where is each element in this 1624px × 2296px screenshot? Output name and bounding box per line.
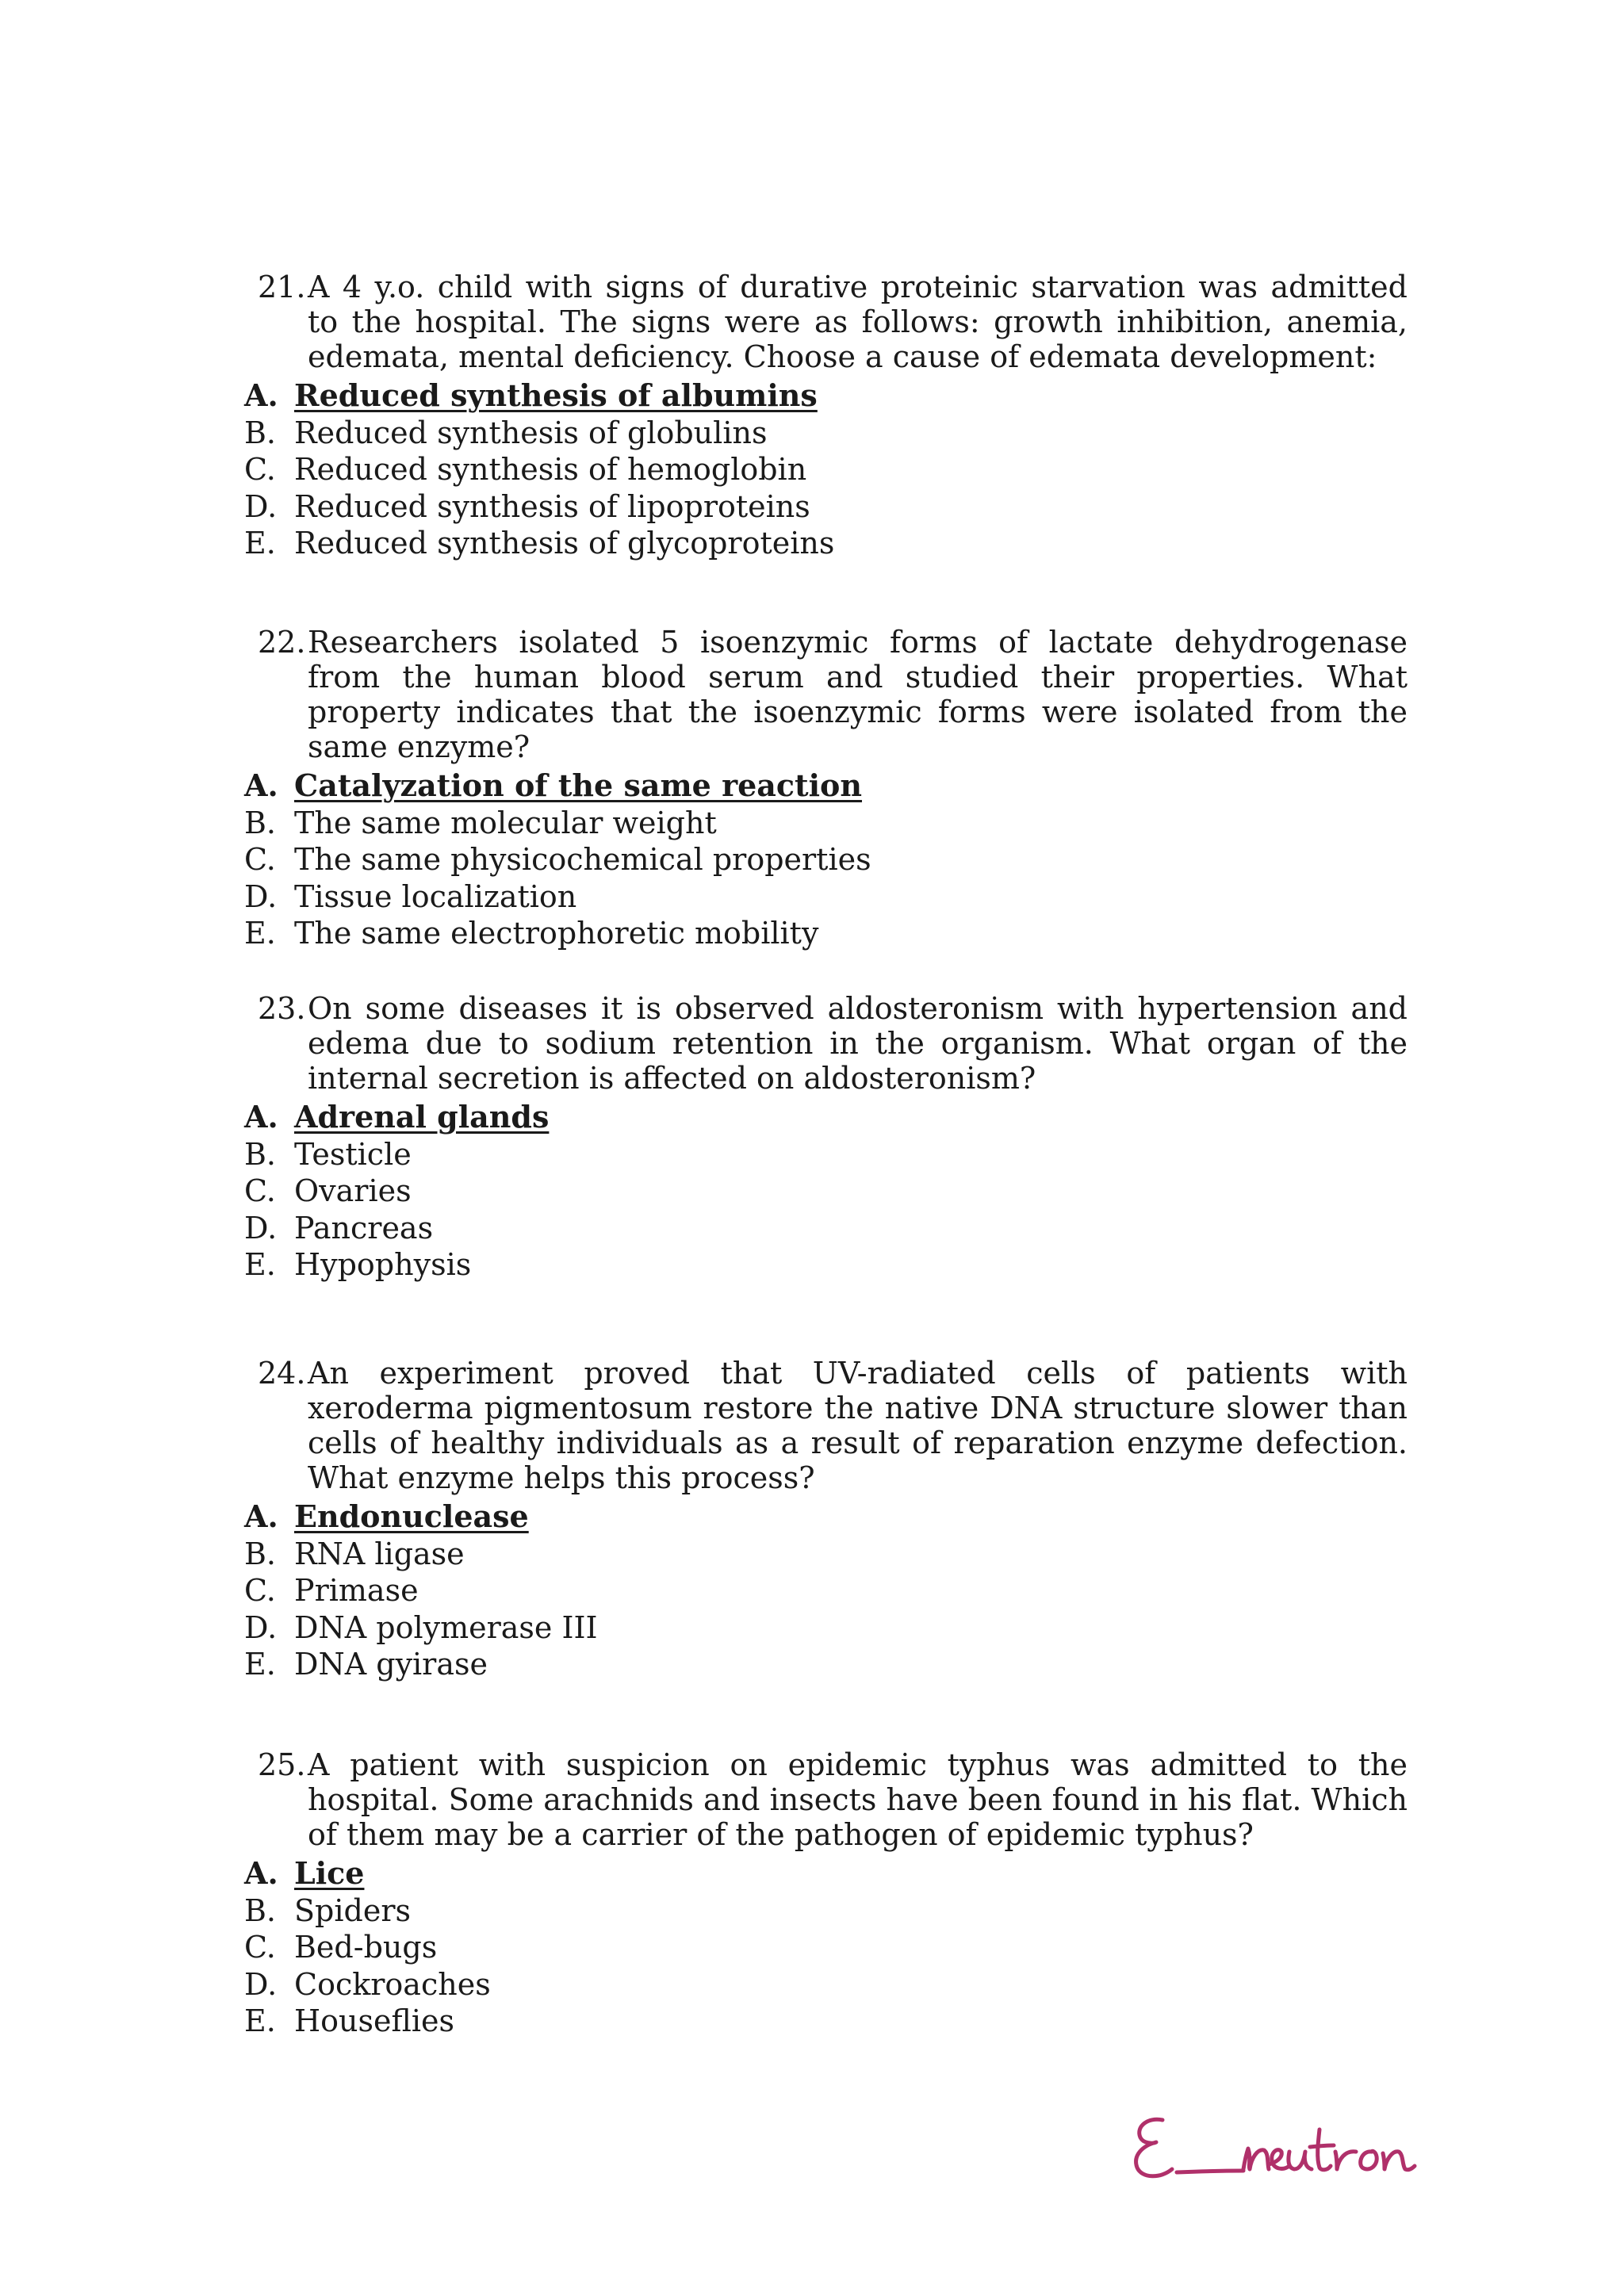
option-a (242, 1099, 1408, 1136)
option-d (242, 1210, 1408, 1247)
question-22 (242, 625, 1408, 952)
option-d (242, 878, 1408, 916)
option-letter: C. (244, 842, 276, 877)
answer-options (242, 1498, 1408, 1683)
option-letter: A. (244, 1855, 278, 1891)
signature-stroke (1361, 2151, 1377, 2169)
option-text: Ovaries (294, 1173, 412, 1208)
option-letter: A. (244, 767, 278, 803)
option-text: The same molecular weight (294, 805, 717, 840)
option-letter: D. (244, 488, 278, 524)
option-letter: A. (244, 377, 278, 413)
option-e (242, 1246, 1408, 1284)
option-a (242, 1498, 1408, 1536)
question-21 (242, 270, 1408, 562)
signature-stroke (1289, 2152, 1312, 2169)
option-letter: E. (244, 1247, 276, 1282)
option-c (242, 841, 1408, 878)
option-text: Adrenal glands (294, 1099, 550, 1135)
option-b (242, 1892, 1408, 1930)
question-number: 24. (258, 1356, 306, 1391)
question-stem (242, 625, 1408, 764)
option-text: Reduced synthesis of lipoproteins (294, 488, 810, 524)
question-text: An experiment proved that UV-radiated cells of patients with xeroderma pigmentosum restore the native DNA structure slower than cells of healthy individuals as a result of reparation enzyme defection. What enzyme helps this process? (308, 1356, 1408, 1495)
option-text: Lice (294, 1855, 365, 1891)
option-text: Hypophysis (294, 1247, 472, 1282)
option-d (242, 1966, 1408, 2003)
signature-stroke (1269, 2150, 1289, 2169)
option-letter: D. (244, 1210, 278, 1246)
option-letter: C. (244, 1573, 276, 1608)
option-letter: D. (244, 1966, 278, 2002)
signature-stroke (1136, 2119, 1172, 2176)
option-letter: E. (244, 2003, 276, 2038)
signature-stroke (1177, 2171, 1243, 2172)
option-e (242, 915, 1408, 952)
option-letter: C. (244, 1173, 276, 1208)
option-a (242, 767, 1408, 805)
option-text: Endonuclease (294, 1498, 529, 1534)
option-text: Testicle (294, 1136, 412, 1172)
question-stem (242, 991, 1408, 1096)
option-text: Tissue localization (294, 878, 577, 914)
option-b (242, 1536, 1408, 1573)
option-letter: B. (244, 805, 277, 840)
option-letter: A. (244, 1099, 278, 1135)
signature-stroke (1318, 2130, 1331, 2170)
option-letter: C. (244, 1930, 276, 1965)
signature-stroke (1383, 2152, 1415, 2170)
option-a (242, 377, 1408, 415)
option-letter: E. (244, 916, 276, 951)
question-number: 25. (258, 1747, 306, 1782)
question-24 (242, 1356, 1408, 1683)
option-text: Bed-bugs (294, 1930, 438, 1965)
option-c (242, 451, 1408, 488)
signature-stroke (1243, 2149, 1269, 2169)
option-text: Reduced synthesis of albumins (294, 377, 818, 413)
question-stem (242, 1747, 1408, 1852)
option-d (242, 1609, 1408, 1647)
question-text: Researchers isolated 5 isoenzymic forms of lactate dehydrogenase from the human blood serum and studied their properties. What property indicates that the isoenzymic forms were isolated from the same enzyme? (308, 625, 1408, 764)
option-letter: D. (244, 1609, 278, 1645)
option-letter: E. (244, 526, 276, 561)
question-number: 21. (258, 270, 306, 304)
option-letter: D. (244, 878, 278, 914)
option-e (242, 1646, 1408, 1683)
question-23 (242, 991, 1408, 1284)
option-text: Reduced synthesis of glycoproteins (294, 526, 835, 561)
answer-options (242, 1855, 1408, 2040)
option-text: RNA ligase (294, 1536, 465, 1571)
option-text: Reduced synthesis of globulins (294, 415, 768, 450)
signature-stroke (1335, 2152, 1356, 2169)
option-letter: B. (244, 1536, 277, 1571)
signature-stroke (1310, 2145, 1334, 2147)
question-number: 22. (258, 625, 306, 660)
question-stem (242, 1356, 1408, 1495)
option-text: Cockroaches (294, 1966, 491, 2002)
option-letter: E. (244, 1647, 276, 1682)
question-25 (242, 1747, 1408, 2040)
answer-options (242, 377, 1408, 562)
option-text: The same electrophoretic mobility (294, 916, 819, 951)
question-number: 23. (258, 991, 306, 1026)
option-e (242, 525, 1408, 562)
option-text: Catalyzation of the same reaction (294, 767, 863, 803)
option-letter: C. (244, 452, 276, 487)
option-letter: B. (244, 1136, 277, 1172)
option-text: DNA gyirase (294, 1647, 488, 1682)
option-letter: B. (244, 415, 277, 450)
option-a (242, 1855, 1408, 1892)
option-b (242, 805, 1408, 842)
question-text: On some diseases it is observed aldosteronism with hypertension and edema due to sodium retention in the organism. What organ of the internal secretion is affected on aldosteronism? (308, 991, 1408, 1096)
question-text: A patient with suspicion on epidemic typhus was admitted to the hospital. Some arachnids and insects have been found in his flat. Which of them may be a carrier of the pathogen of epidemic typhus? (308, 1747, 1408, 1852)
question-text: A 4 y.o. child with signs of durative proteinic starvation was admitted to the hospital. The signs were as follows: growth inhibition, anemia, edemata, mental deficiency. Choose a cause of edemata development: (308, 270, 1408, 374)
option-letter: B. (244, 1892, 277, 1928)
option-text: Primase (294, 1573, 419, 1608)
option-text: Spiders (294, 1892, 411, 1928)
option-b (242, 415, 1408, 452)
option-text: Pancreas (294, 1210, 434, 1246)
option-c (242, 1173, 1408, 1210)
option-d (242, 488, 1408, 526)
option-text: Houseflies (294, 2003, 454, 2038)
option-text: The same physicochemical properties (294, 842, 871, 877)
answer-options (242, 767, 1408, 952)
answer-options (242, 1099, 1408, 1284)
option-b (242, 1136, 1408, 1173)
question-stem (242, 270, 1408, 374)
option-text: Reduced synthesis of hemoglobin (294, 452, 807, 487)
option-c (242, 1929, 1408, 1966)
signature-logo (1124, 2103, 1442, 2190)
option-c (242, 1572, 1408, 1609)
option-e (242, 2003, 1408, 2040)
option-letter: A. (244, 1498, 278, 1534)
option-text: DNA polymerase III (294, 1609, 598, 1645)
